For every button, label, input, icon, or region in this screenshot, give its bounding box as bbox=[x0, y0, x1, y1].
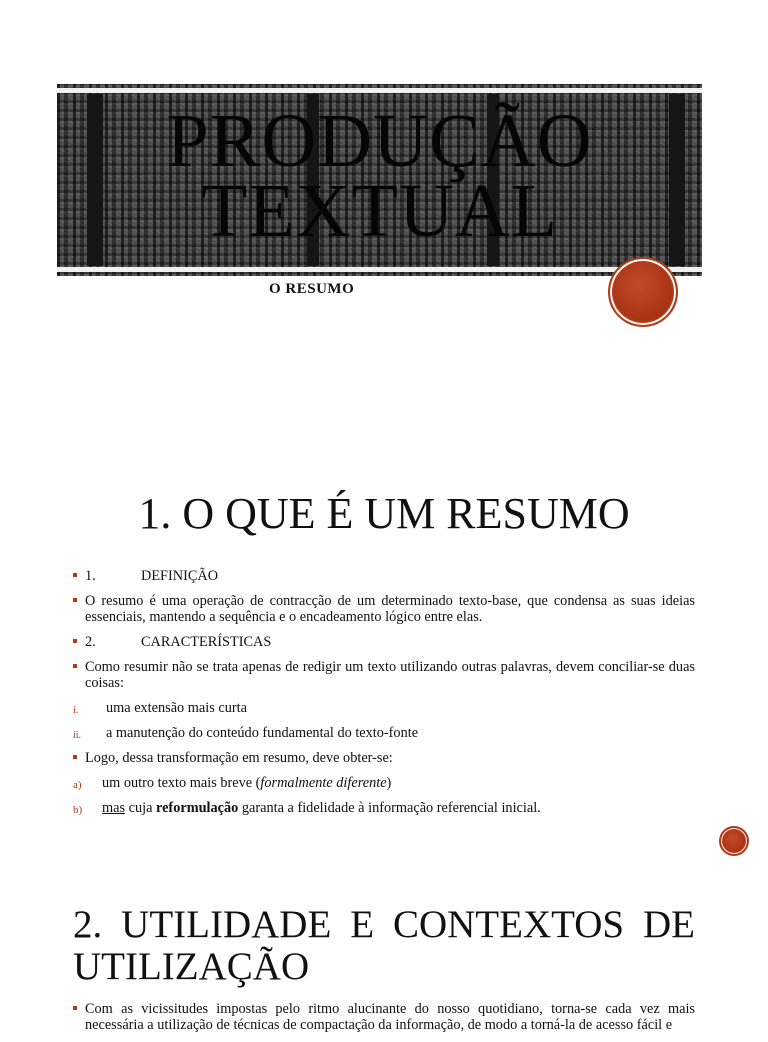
item-text-pre: um outro texto mais breve ( bbox=[102, 775, 261, 791]
alpha-marker: b) bbox=[73, 804, 83, 816]
item-text: uma extensão mais curta bbox=[106, 700, 247, 716]
item-text: Logo, dessa transformação em resumo, deve obter-se: bbox=[85, 750, 393, 766]
item-text-post: garanta a fidelidade à informação referencial inicial. bbox=[238, 800, 541, 816]
list-item bbox=[73, 700, 695, 716]
decorative-circle-icon bbox=[719, 826, 749, 856]
slide-title bbox=[57, 99, 702, 253]
item-text: a manutenção do conteúdo fundamental do texto-fonte bbox=[106, 725, 419, 741]
list-item bbox=[73, 1001, 695, 1033]
item-text: O resumo é uma operação de contracção de um determinado texto-base, que condensa as suas ideias essenciais, mantendo a sequência e o encadeamento lógico entre elas. bbox=[85, 593, 695, 625]
bullet-list bbox=[73, 1001, 695, 1042]
list-item bbox=[73, 725, 695, 741]
item-text-post: ) bbox=[386, 775, 392, 791]
item-number: 2. bbox=[85, 634, 96, 650]
item-number: 1. bbox=[85, 568, 96, 584]
decorative-circle-icon bbox=[608, 257, 678, 327]
list-item bbox=[73, 659, 695, 691]
list-item bbox=[73, 634, 695, 650]
title-line-1: PRODUÇÃO bbox=[166, 99, 593, 183]
bullet-list bbox=[73, 568, 695, 825]
item-text-mid: cuja bbox=[125, 800, 156, 816]
item-text: DEFINIÇÃO bbox=[141, 568, 219, 584]
item-text: Com as vicissitudes impostas pelo ritmo alucinante do nosso quotidiano, torna-se cada vez mais necessária a utilização de técnicas de compactação da informação, de modo a torná-la de acesso fácil e bbox=[85, 1001, 695, 1033]
bullet-icon bbox=[73, 755, 77, 759]
list-item bbox=[73, 593, 695, 625]
bullet-icon bbox=[73, 664, 77, 668]
item-text: CARACTERÍSTICAS bbox=[141, 634, 272, 650]
section-heading-2: 2. UTILIDADE E CONTEXTOS DE UTILIZAÇÃO bbox=[73, 903, 695, 988]
list-item bbox=[73, 800, 695, 816]
bullet-icon bbox=[73, 1006, 77, 1010]
bullet-icon bbox=[73, 598, 77, 602]
slide-subtitle: O RESUMO bbox=[269, 281, 355, 297]
list-item bbox=[73, 775, 695, 791]
roman-marker: i. bbox=[73, 705, 79, 716]
item-text-italic: formalmente diferente bbox=[260, 775, 387, 791]
section-heading-1: 1. O QUE É UM RESUMO bbox=[138, 489, 630, 538]
alpha-marker: a) bbox=[73, 779, 82, 791]
item-text-underline: mas bbox=[102, 800, 126, 816]
item-text-bold: reformulação bbox=[156, 800, 239, 816]
title-banner bbox=[57, 84, 702, 276]
list-item bbox=[73, 568, 695, 584]
item-text: Como resumir não se trata apenas de redigir um texto utilizando outras palavras, devem conciliar-se duas coisas: bbox=[85, 659, 695, 691]
list-item bbox=[73, 750, 695, 766]
roman-marker: ii. bbox=[73, 730, 82, 741]
title-line-2: TEXTUAL bbox=[200, 169, 559, 253]
bullet-icon bbox=[73, 639, 77, 643]
bullet-icon bbox=[73, 573, 77, 577]
